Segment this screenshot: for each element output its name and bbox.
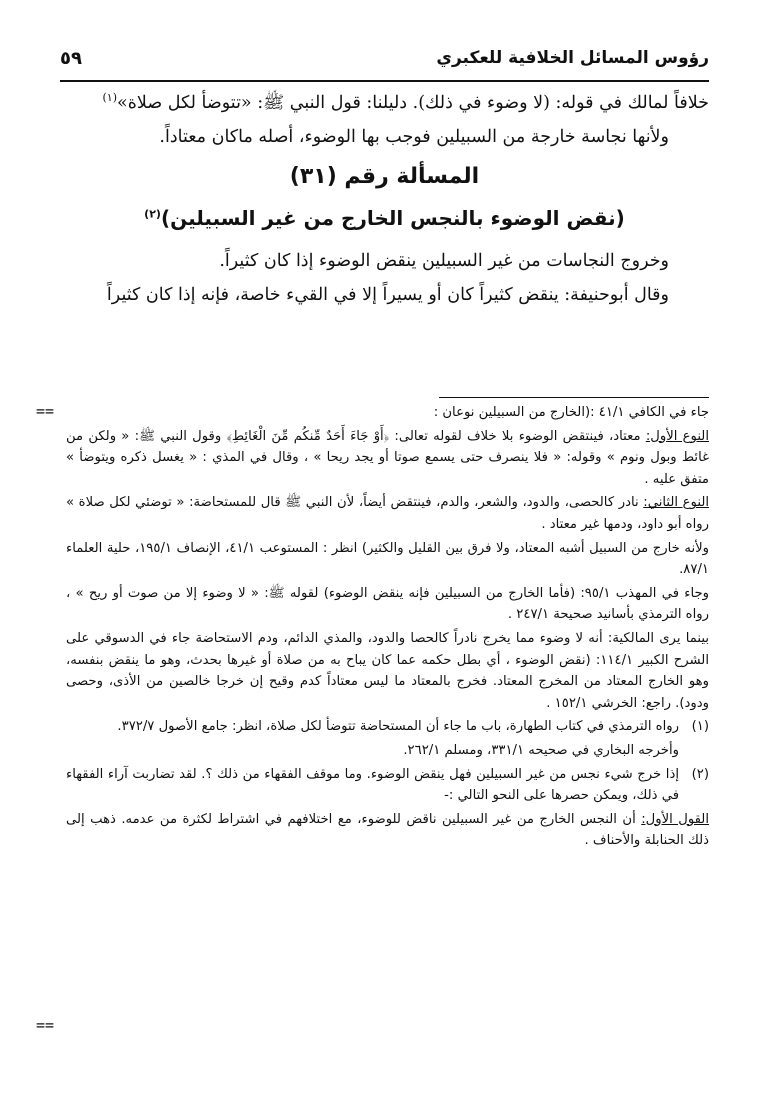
continuation-marker-top: == bbox=[36, 402, 55, 420]
header-rule bbox=[60, 80, 709, 82]
note-first-type-text: معتاد، فينتقض الوضوء بلا خلاف لقوله تعالى: ﴿أَوْ جَاءَ أَحَدٌ مِّنكُم مِّنَ الْغَائِطِ﴾ وقول النبي ﷺ: « ولكن من غائط وبول ونوم » وقوله: « فلا ينصرف حتى يسمع صوتا أو يجد ريحا » ، وقال في المذي : « يغسل ذكره ويتوضأ » متفق عليه . bbox=[66, 428, 709, 487]
footnote-separator bbox=[439, 397, 709, 398]
page-header bbox=[60, 44, 709, 76]
note-muhadhdhab: وجاء في المهذب ٩٥/١: (فأما الخارج من السبيلين فإنه ينقض الوضوء) لقوله ﷺ: « لا وضوء إلا من صوت أو ريح » ، رواه الترمذي بأسانيد صحيحة ٢٤٧/١ . bbox=[66, 585, 709, 623]
paragraph-1-text: خلافاً لمالك في قوله: (لا وضوء في ذلك). دليلنا: قول النبي ﷺ: «تتوضأ لكل صلاة» bbox=[117, 93, 709, 113]
footnote-1-number: (١) bbox=[691, 719, 709, 735]
footnote-1-continuation: وأخرجه البخاري في صحيحه ٣٣١/١، ومسلم ٢٦٢/١. bbox=[403, 742, 679, 758]
main-text bbox=[60, 86, 709, 312]
note-first-type bbox=[66, 426, 709, 491]
paragraph-4: وقال أبوحنيفة: ينقض كثيراً كان أو يسيراً إلا في القيء خاصة، فإنه إذا كان كثيراً bbox=[106, 285, 669, 305]
footnote-1-text: رواه الترمذي في كتاب الطهارة، باب ما جاء أن المستحاضة تتوضأ لكل صلاة، انظر: جامع الأصول ٣٧٢/٧. bbox=[117, 719, 679, 735]
note-first-type-label: النوع الأول: bbox=[645, 428, 709, 444]
paragraph-2: ولأنها نجاسة خارجة من السبيلين فوجب بها الوضوء، أصله ماكان معتاداً. bbox=[159, 127, 669, 147]
note-first-opinion-text: أن النجس الخارج من غير السبيلين ناقض للوضوء، مع اختلافهم في اشتراط لكثرة من عدمه. ذهب إلى ذلك الحنابلة والأحناف . bbox=[66, 811, 709, 849]
issue-subtitle-text: (نقض الوضوء بالنجس الخارج من غير السبيلين) bbox=[160, 206, 625, 230]
note-second-type-text: نادر كالحصى، والدود، والشعر، والدم، فينتقض أيضاً، لأن النبي ﷺ قال للمستحاضة: « توضئي لكل صلاة » رواه أبو داود، ودمها غير معتاد . bbox=[66, 495, 709, 532]
running-title: رؤوس المسائل الخلافية للعكبري bbox=[436, 48, 709, 68]
note-second-type bbox=[66, 492, 709, 535]
footnote-2-number: (٢) bbox=[691, 766, 709, 782]
issue-title: المسألة رقم (٣١) bbox=[289, 164, 480, 189]
paragraph-1 bbox=[60, 86, 709, 120]
issue-subtitle bbox=[60, 198, 709, 238]
page-number: ٥٩ bbox=[60, 48, 82, 69]
footnotes bbox=[66, 402, 709, 854]
paragraph-3: وخروج النجاسات من غير السبيلين ينقض الوضوء إذا كان كثيراً. bbox=[219, 251, 669, 271]
footnote-2-text: إذا خرج شيء نجس من غير السبيلين فهل ينقض الوضوء. وما موقف الفقهاء من ذلك ؟. لقد تضاربت آراء الفقهاء في ذلك، ويمكن حصرها على النحو التالي :- bbox=[66, 766, 679, 804]
footnote-2 bbox=[66, 764, 709, 807]
note-references: ولأنه خارج من السبيل أشبه المعتاد، ولا فرق بين القليل والكثير) انظر : المستوعب ٤١/١، الإنصاف ١٩٥/١، حلية العلماء ٨٧/١. bbox=[66, 540, 710, 578]
note-second-type-label: النوع الثاني: bbox=[643, 495, 710, 511]
note-malikiyya: بينما يرى المالكية: أنه لا وضوء مما يخرج نادراً كالحصا والدود، والمذي الدائم، ودم الاستحاضة جاء في الدسوقي على الشرح الكبير ١١٤/١: (نقض الوضوء ، أي بطل حكمه عما كان يباح به من صلاة أو غيرها بحدث، وهو ما ينقض بنفسه، وهو الخارج المعتاد من المخرج المعتاد. فخرج بالمعتاد ما ليس معتاداً كدم وقيح إن خرجا خالصين من الأذى، وحصى ودود). راجع: الخرشي ١٥٢/١ . bbox=[66, 630, 709, 711]
continuation-marker-bottom: == bbox=[36, 1016, 55, 1034]
footnote-ref-2: (٢) bbox=[144, 207, 161, 221]
note-first-opinion bbox=[66, 809, 709, 852]
footnote-1 bbox=[66, 716, 709, 738]
footnote-ref-1: (١) bbox=[102, 91, 117, 105]
note-first-opinion-label: القول الأول: bbox=[641, 811, 709, 827]
note-al-kafi: جاء في الكافي ٤١/١ :(الخارج من السبيلين نوعان : bbox=[433, 405, 709, 420]
